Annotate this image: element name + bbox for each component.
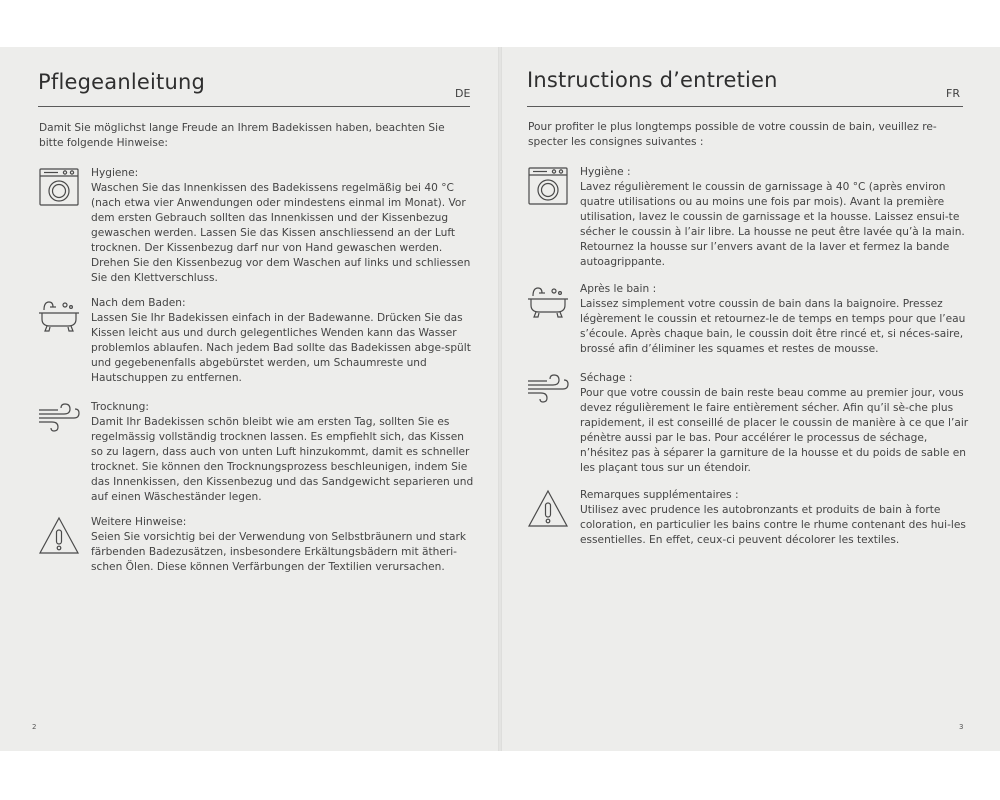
intro-text: Pour profiter le plus longtemps possible de votre coussin de bain, veuillez re-specter les consignes suivantes : [528,121,937,148]
section-heading: Remarques supplémentaires : [580,489,739,501]
section-text [91,515,476,575]
washing-machine-icon [527,165,569,207]
warning-icon [38,515,80,557]
page-title: Instructions d’entretien [527,68,778,92]
section-text [580,371,972,476]
section-heading: Nach dem Baden: [91,297,186,309]
wind-icon [38,400,80,442]
section-heading: Séchage : [580,372,633,384]
section-body: Damit Ihr Badekissen schön bleibt wie am ersten Tag, sollten Sie es regelmässig vollständig trocknen lassen. Es empfiehlt sich, das Kissen so zu lagern, dass auch von unten Luft hinzukommt, damit es schneller trocknet. Sie können den Trocknungsprozess beschleunigen, indem Sie das Innenkissen, den Kissenbezug und das Sandgewicht separieren und auf einen Wäscheständer legen. [91,416,474,503]
section-text [91,296,476,386]
section-body: Lassen Sie Ihr Badekissen einfach in der Badewanne. Drücken Sie das Kissen leicht aus und durch gelegentliches Wenden kann das Wasser problemlos ablaufen. Nach jedem Bad sollte das Badekissen abge-spült und gegebenenfalls abgebürstet werden, um Schaumreste und Hautschuppen zu entfernen. [91,312,471,384]
washing-machine-icon [38,166,80,208]
section-heading: Après le bain : [580,283,657,295]
section-text [91,166,476,286]
title-divider [527,106,963,107]
section-heading: Trocknung: [91,401,149,413]
section-text [580,165,972,270]
booklet-spread [0,47,1000,751]
section-body: Lavez régulièrement le coussin de garnissage à 40 °C (après environ quatre utilisations ou au moins une fois par mois). Avant la première utilisation, lavez le coussin de garnissage et la housse. Laissez ensui-te sécher le coussin à l’air libre. La housse ne peut être lavée qu’à la main. Retournez la housse sur l’envers avant de la laver et fermez la bande autoagrippante. [580,181,965,268]
page-fr [502,47,1000,751]
title-divider [38,106,470,107]
page-number: 3 [959,723,964,731]
wind-icon [527,371,569,413]
section-body: Pour que votre coussin de bain reste beau comme au premier jour, vous devez régulièrement le faire entièrement sécher. Afin qu’il sè-che plus rapidement, il est conseillé de placer le coussin de manière à ce que l’air pénètre aussi par le bas. Pour accélérer le processus de séchage, n’hésitez pas à séparer la garniture de la housse et du poids de sable en les plaçant tous sur un étendoir. [580,387,969,474]
section-heading: Hygiene: [91,167,139,179]
warning-icon [527,488,569,530]
bathtub-icon [38,296,80,338]
section-heading: Weitere Hinweise: [91,516,187,528]
page-de [0,47,498,751]
section-body: Seien Sie vorsichtig bei der Verwendung von Selbstbräunern und stark färbenden Badezusätzen, insbesondere Erkältungsbädern mit ätheri-schen Ölen. Diese können Verfärbungen der Textilien verursachen. [91,531,466,573]
intro-text: Damit Sie möglichst lange Freude an Ihrem Badekissen haben, beachten Sie bitte folgende Hinweise: [39,122,445,149]
section-body: Laissez simplement votre coussin de bain dans la baignoire. Pressez légèrement le coussin et retournez-le de temps en temps pour que l’eau s’écoule. Après chaque bain, le coussin doit être rincé et, si néces-saire, brossé afin d’éliminer les squames et restes de mousse. [580,298,966,355]
section-heading: Hygiène : [580,166,631,178]
section-text [91,400,476,505]
section-body: Waschen Sie das Innenkissen des Badekissens regelmäßig bei 40 °C (nach etwa vier Anwendungen oder mindestens einmal im Monat). Vor dem ersten Gebrauch sollten das Innenkissen und der Kissenbezug gewaschen werden. Lassen Sie das Kissen anschliessend an der Luft trocknen. Der Kissenbezug darf nur von Hand gewaschen werden. Drehen Sie den Kissenbezug vor dem Waschen auf links und schliessen Sie den Klettverschluss. [91,182,471,284]
section-text [580,282,972,357]
section-text [580,488,972,548]
section-body: Utilisez avec prudence les autobronzants et produits de bain à forte coloration, en particulier les bains contre le rhume contenant des hui-les essentielles. En effet, ceux-ci peuvent décolorer les textiles. [580,504,966,546]
page-title: Pflegeanleitung [38,70,206,94]
page-number: 2 [32,723,37,731]
bathtub-icon [527,282,569,324]
language-label: FR [946,87,960,100]
language-label: DE [455,87,471,100]
